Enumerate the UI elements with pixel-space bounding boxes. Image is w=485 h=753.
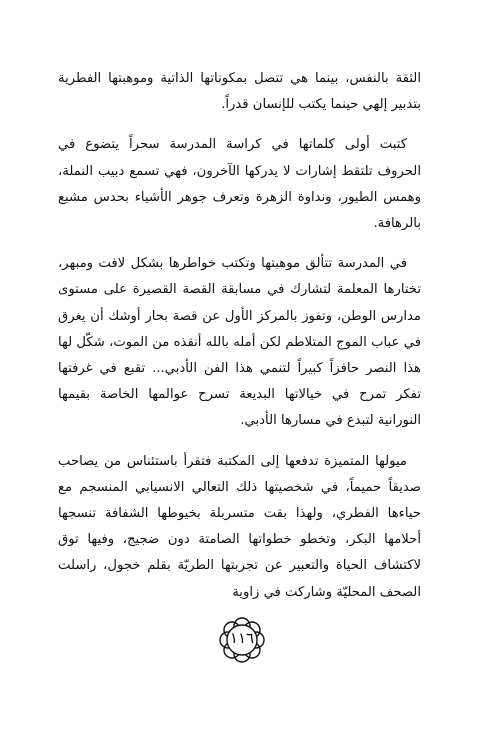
page-body	[58, 66, 421, 620]
paragraph-3: في المدرسة تتألق موهبتها وتكتب خواطرها بشكل لافت ومبهر، تختارها المعلمة لتشارك في مسابقة القصة القصيرة على مستوى مدارس الوطن، وتفوز بالمركز الأول عن قصة بحار أوشك أن يغرق في عباب الموج المتلاطم لكن أمله بالله أنقذه من الموت، شكّل لها هذا النصر حافزاً كبيراً لتنمي هذا الفن الأدبي... تقبع في غرفتها تفكر تمرح في خيالاتها البديعة تسرح عوالمها الخاصة بقيمها النورانية لتبدع في مسارها الأدبي.	[58, 256, 421, 429]
page-number: ١١٦	[229, 629, 255, 647]
paragraph-2: كتبت أولى كلماتها في كراسة المدرسة سحراً يتضوع في الحروف تلتقط إشارات لا يدركها الآخرون، فهي تسمع دبيب النملة، وهمس الطيور، ونداوة الزهرة وتعرف جوهر الأشياء بحدس مشبع بالرهافة.	[58, 137, 421, 232]
paragraph-1: الثقة بالنفس، بينما هي تتصل بمكوناتها الذاتية وموهبتها الفطرية بتدبير إلهي حينما يكتب للإنسان قدراً.	[58, 71, 421, 113]
paragraph-4: ميولها المتميزة تدفعها إلى المكتبة فتقرأ باستئناس من يصاحب صديقاً حميماً، في شخصيتها ذلك التعالي الانسيابي المنسجم مع حياءها الفطري، ولهذا بقت متسربلة بخيوطها الشفافة تنسجها أحلامها البكر، وتخطو خطواتها الصامتة دون ضجيج، وفيها توق لاكتشاف الحياة والتعبير عن تجربتها الطريّة بقلم خجول، راسلت الصحف المحليّة وشاركت في زاوية	[58, 453, 421, 600]
page-number-block	[214, 612, 270, 668]
